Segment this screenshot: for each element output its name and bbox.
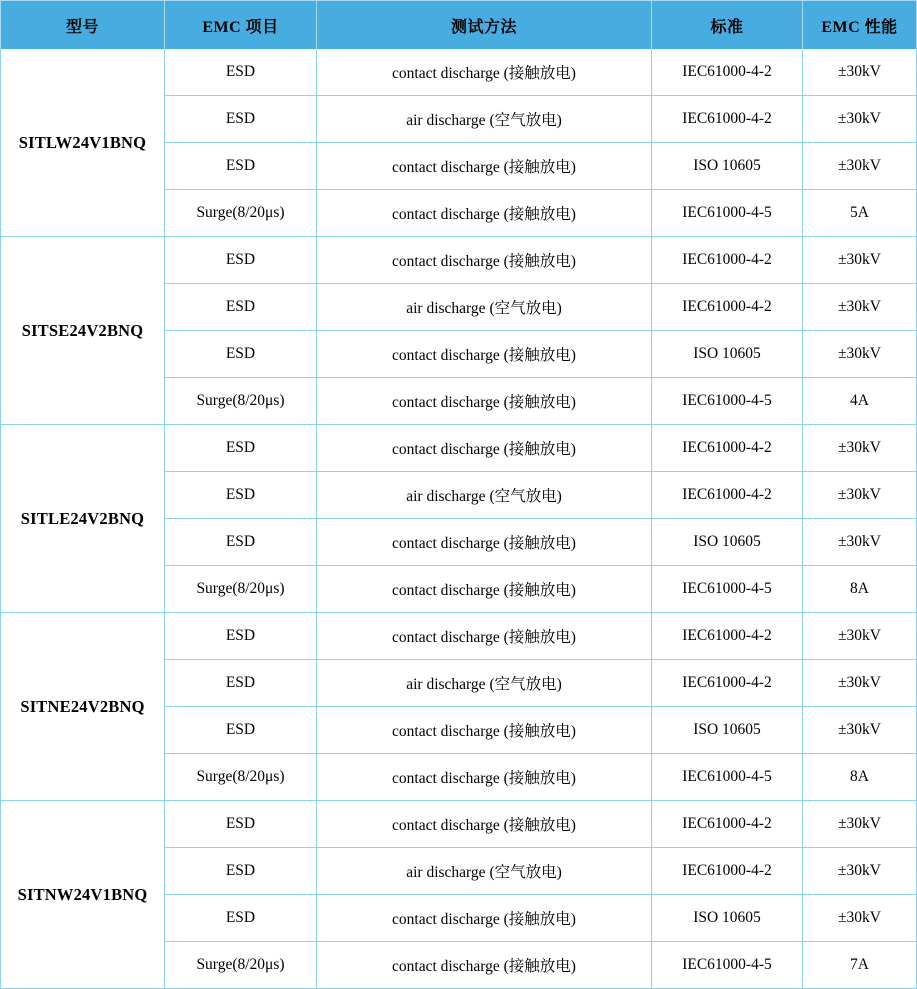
test-method-cell: contact discharge (接触放电) (317, 143, 652, 190)
performance-cell: 4A (803, 378, 917, 425)
emc-item-cell: ESD (165, 425, 317, 472)
standard-cell: IEC61000-4-5 (652, 190, 803, 237)
standard-cell: IEC61000-4-2 (652, 848, 803, 895)
test-method-cell: contact discharge (接触放电) (317, 331, 652, 378)
test-method-cell: contact discharge (接触放电) (317, 519, 652, 566)
emc-item-cell: ESD (165, 895, 317, 942)
performance-cell: ±30kV (803, 519, 917, 566)
emc-item-cell: Surge(8/20μs) (165, 942, 317, 989)
emc-item-cell: ESD (165, 331, 317, 378)
emc-item-cell: ESD (165, 613, 317, 660)
standard-cell: IEC61000-4-2 (652, 613, 803, 660)
standard-cell: IEC61000-4-5 (652, 378, 803, 425)
standard-cell: IEC61000-4-2 (652, 49, 803, 96)
table-body (1, 49, 917, 989)
test-method-cell: contact discharge (接触放电) (317, 801, 652, 848)
standard-cell: ISO 10605 (652, 143, 803, 190)
test-method-cell: contact discharge (接触放电) (317, 378, 652, 425)
model-cell: SITLW24V1BNQ (1, 49, 165, 237)
column-header-4: EMC 性能 (803, 1, 917, 50)
performance-cell: 8A (803, 566, 917, 613)
performance-cell: ±30kV (803, 472, 917, 519)
emc-item-cell: ESD (165, 472, 317, 519)
performance-cell: ±30kV (803, 425, 917, 472)
performance-cell: ±30kV (803, 613, 917, 660)
standard-cell: IEC61000-4-2 (652, 660, 803, 707)
model-cell: SITNE24V2BNQ (1, 613, 165, 801)
model-cell: SITLE24V2BNQ (1, 425, 165, 613)
test-method-cell: air discharge (空气放电) (317, 660, 652, 707)
emc-item-cell: ESD (165, 143, 317, 190)
emc-item-cell: ESD (165, 284, 317, 331)
standard-cell: IEC61000-4-2 (652, 96, 803, 143)
emc-item-cell: Surge(8/20μs) (165, 754, 317, 801)
table-row (1, 237, 917, 284)
table-row (1, 425, 917, 472)
emc-item-cell: ESD (165, 49, 317, 96)
standard-cell: IEC61000-4-2 (652, 472, 803, 519)
performance-cell: ±30kV (803, 895, 917, 942)
test-method-cell: air discharge (空气放电) (317, 848, 652, 895)
test-method-cell: contact discharge (接触放电) (317, 425, 652, 472)
header-row (1, 1, 917, 50)
performance-cell: ±30kV (803, 284, 917, 331)
emc-item-cell: ESD (165, 801, 317, 848)
test-method-cell: contact discharge (接触放电) (317, 754, 652, 801)
performance-cell: 7A (803, 942, 917, 989)
emc-item-cell: Surge(8/20μs) (165, 566, 317, 613)
model-cell: SITNW24V1BNQ (1, 801, 165, 989)
performance-cell: ±30kV (803, 848, 917, 895)
model-cell: SITSE24V2BNQ (1, 237, 165, 425)
standard-cell: ISO 10605 (652, 519, 803, 566)
standard-cell: IEC61000-4-5 (652, 942, 803, 989)
standard-cell: IEC61000-4-2 (652, 801, 803, 848)
emc-item-cell: Surge(8/20μs) (165, 378, 317, 425)
test-method-cell: contact discharge (接触放电) (317, 237, 652, 284)
table-row (1, 801, 917, 848)
test-method-cell: air discharge (空气放电) (317, 96, 652, 143)
column-header-1: EMC 项目 (165, 1, 317, 50)
test-method-cell: contact discharge (接触放电) (317, 942, 652, 989)
performance-cell: ±30kV (803, 143, 917, 190)
emc-item-cell: ESD (165, 96, 317, 143)
performance-cell: ±30kV (803, 331, 917, 378)
table-row (1, 613, 917, 660)
emc-item-cell: ESD (165, 707, 317, 754)
emc-item-cell: ESD (165, 237, 317, 284)
performance-cell: ±30kV (803, 96, 917, 143)
test-method-cell: contact discharge (接触放电) (317, 566, 652, 613)
table-row (1, 49, 917, 96)
test-method-cell: contact discharge (接触放电) (317, 613, 652, 660)
emc-item-cell: ESD (165, 848, 317, 895)
standard-cell: ISO 10605 (652, 895, 803, 942)
column-header-3: 标准 (652, 1, 803, 50)
standard-cell: IEC61000-4-5 (652, 754, 803, 801)
performance-cell: 8A (803, 754, 917, 801)
performance-cell: ±30kV (803, 801, 917, 848)
performance-cell: ±30kV (803, 660, 917, 707)
performance-cell: 5A (803, 190, 917, 237)
column-header-0: 型号 (1, 1, 165, 50)
test-method-cell: air discharge (空气放电) (317, 284, 652, 331)
performance-cell: ±30kV (803, 49, 917, 96)
test-method-cell: contact discharge (接触放电) (317, 49, 652, 96)
standard-cell: IEC61000-4-2 (652, 425, 803, 472)
test-method-cell: air discharge (空气放电) (317, 472, 652, 519)
standard-cell: IEC61000-4-5 (652, 566, 803, 613)
emc-item-cell: ESD (165, 660, 317, 707)
standard-cell: ISO 10605 (652, 707, 803, 754)
performance-cell: ±30kV (803, 707, 917, 754)
standard-cell: IEC61000-4-2 (652, 284, 803, 331)
emc-item-cell: ESD (165, 519, 317, 566)
standard-cell: ISO 10605 (652, 331, 803, 378)
standard-cell: IEC61000-4-2 (652, 237, 803, 284)
test-method-cell: contact discharge (接触放电) (317, 190, 652, 237)
emc-item-cell: Surge(8/20μs) (165, 190, 317, 237)
column-header-2: 测试方法 (317, 1, 652, 50)
test-method-cell: contact discharge (接触放电) (317, 707, 652, 754)
performance-cell: ±30kV (803, 237, 917, 284)
test-method-cell: contact discharge (接触放电) (317, 895, 652, 942)
